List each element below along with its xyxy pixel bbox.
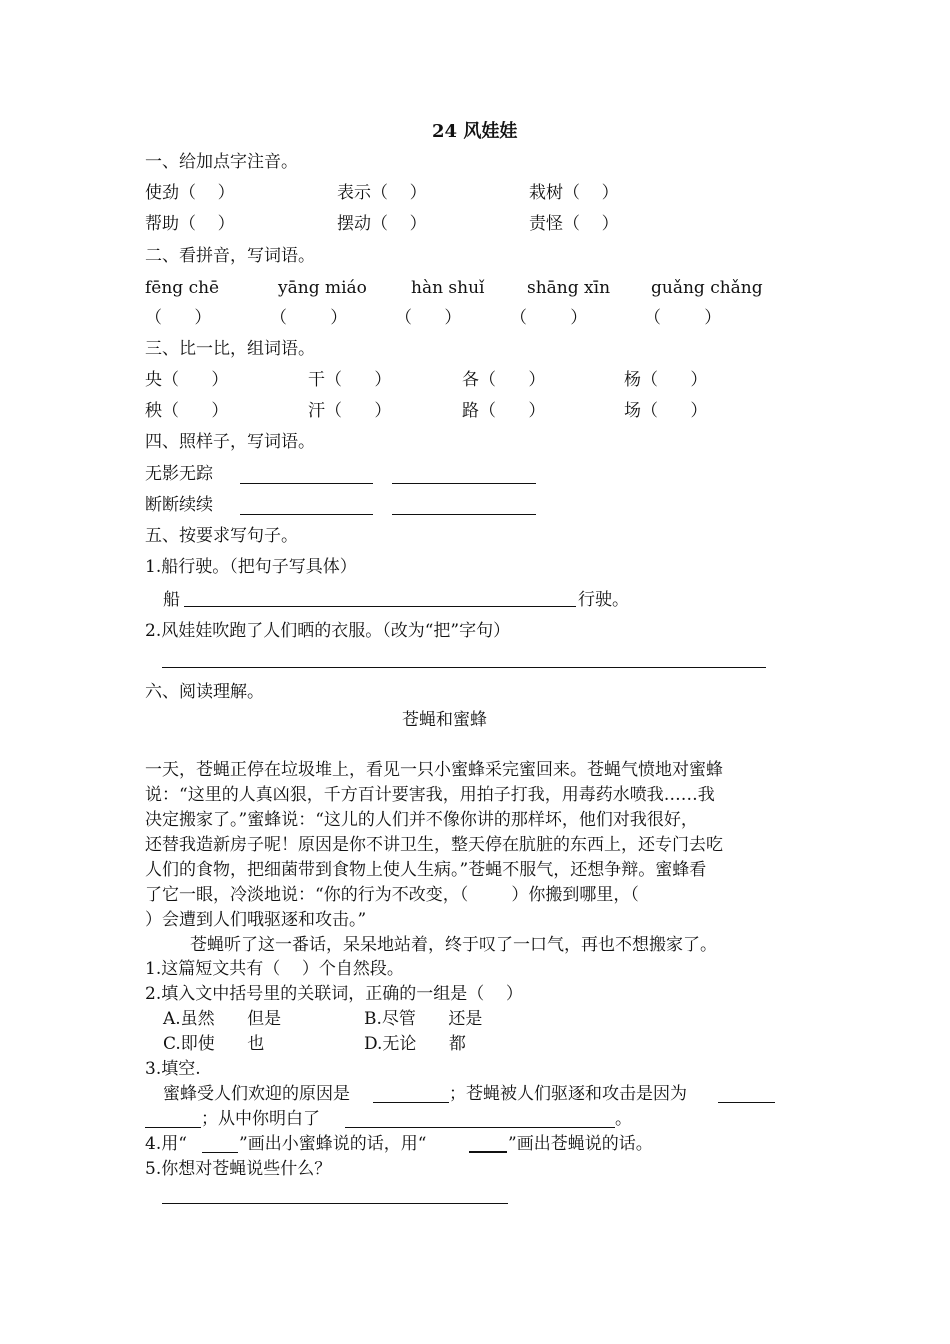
story-line: 说：“这里的人真凶狠，千方百计要害我，用拍子打我，用毒药水喷我……我 bbox=[145, 785, 715, 805]
q3-text-c: ；从中你明白了 bbox=[201, 1109, 320, 1129]
s5-question-1: 1.船行驶。（把句子写具体） bbox=[145, 557, 357, 577]
s1-item: 使劲（ ） bbox=[145, 183, 235, 203]
section-6-heading: 六、阅读理解。 bbox=[145, 682, 264, 702]
story-line: 一天，苍蝇正停在垃圾堆上，看见一只小蜜蜂采完蜜回来。苍蝇气愤地对蜜蜂 bbox=[145, 760, 723, 780]
pinyin: fēng chē bbox=[145, 278, 220, 298]
pinyin: hàn shuǐ bbox=[411, 278, 485, 298]
pinyin-blank: （ ） bbox=[270, 308, 348, 328]
s3-item: 秧（ ） bbox=[145, 401, 229, 421]
answer-line bbox=[240, 514, 373, 515]
s3-item: 杨（ ） bbox=[624, 370, 708, 390]
pinyin-blank: （ ） bbox=[395, 308, 462, 328]
answer-line bbox=[392, 514, 536, 515]
example-word: 断断续续 bbox=[145, 495, 213, 515]
story-paragraph-2: 苍蝇听了这一番话，呆呆地站着，终于叹了一口气，再也不想搬家了。 bbox=[190, 935, 717, 955]
s3-item: 各（ ） bbox=[462, 370, 546, 390]
s6-question-5: 5.你想对苍蝇说些什么？ bbox=[145, 1159, 332, 1179]
s5-q1-end: 行驶。 bbox=[578, 590, 629, 610]
s3-item: 央（ ） bbox=[145, 370, 229, 390]
s1-item: 帮助（ ） bbox=[145, 214, 235, 234]
s1-item: 摆动（ ） bbox=[337, 214, 427, 234]
option: A.虽然 但是 bbox=[163, 1009, 282, 1029]
s6-question-1: 1.这篇短文共有（ ）个自然段。 bbox=[145, 959, 404, 979]
answer-line bbox=[392, 483, 536, 484]
story-line: 了它一眼，冷淡地说：“你的行为不改变，（ ）你搬到哪里，（ bbox=[145, 885, 639, 905]
s3-item: 路（ ） bbox=[462, 401, 546, 421]
q4-text-a: 4.用“ bbox=[145, 1134, 187, 1154]
example-word: 无影无踪 bbox=[145, 464, 213, 484]
page-title: 24 风娃娃 bbox=[432, 121, 518, 142]
s1-item: 表示（ ） bbox=[337, 183, 427, 203]
section-2-heading: 二、看拼音，写词语。 bbox=[145, 246, 315, 266]
story-line: ）会遭到人们哦驱逐和攻击。” bbox=[145, 910, 367, 930]
answer-line bbox=[718, 1102, 775, 1103]
s3-item: 汗（ ） bbox=[308, 401, 392, 421]
section-3-heading: 三、比一比，组词语。 bbox=[145, 339, 315, 359]
pinyin: shāng xīn bbox=[527, 278, 611, 298]
pinyin-blank: （ ） bbox=[145, 308, 212, 328]
answer-line bbox=[345, 1127, 615, 1128]
q3-text-d: 。 bbox=[615, 1109, 632, 1129]
answer-line bbox=[162, 667, 766, 668]
section-4-heading: 四、照样子，写词语。 bbox=[145, 432, 315, 452]
section-5-heading: 五、按要求写句子。 bbox=[145, 526, 298, 546]
answer-line bbox=[184, 606, 576, 607]
s1-item: 栽树（ ） bbox=[529, 183, 619, 203]
s5-q1-start: 船 bbox=[163, 590, 180, 610]
answer-line bbox=[240, 483, 373, 484]
pinyin-blank: （ ） bbox=[510, 308, 588, 328]
pinyin: guǎng chǎng bbox=[651, 278, 763, 298]
s1-item: 责怪（ ） bbox=[529, 214, 619, 234]
q3-text-a: 蜜蜂受人们欢迎的原因是 bbox=[163, 1084, 350, 1104]
q3-text-b: ；苍蝇被人们驱逐和攻击是因为 bbox=[449, 1084, 687, 1104]
answer-line bbox=[162, 1203, 508, 1204]
section-1-heading: 一、给加点字注音。 bbox=[145, 152, 298, 172]
story-line: 人们的食物，把细菌带到食物上使人生病。”苍蝇不服气，还想争辩。蜜蜂看 bbox=[145, 860, 707, 880]
option: D.无论 都 bbox=[364, 1034, 466, 1054]
answer-line bbox=[145, 1127, 201, 1128]
answer-line bbox=[373, 1102, 449, 1103]
option: B.尽管 还是 bbox=[364, 1009, 483, 1029]
q4-text-b: ”画出小蜜蜂说的话，用“ bbox=[239, 1134, 427, 1154]
q4-text-c: ”画出苍蝇说的话。 bbox=[508, 1134, 653, 1154]
pinyin-blank: （ ） bbox=[644, 308, 722, 328]
s3-item: 干（ ） bbox=[308, 370, 392, 390]
story-title: 苍蝇和蜜蜂 bbox=[402, 710, 487, 730]
s6-question-2: 2.填入文中括号里的关联词，正确的一组是（ ） bbox=[145, 984, 523, 1004]
s3-item: 场（ ） bbox=[624, 401, 708, 421]
s5-question-2: 2.风娃娃吹跑了人们晒的衣服。（改为“把”字句） bbox=[145, 621, 511, 641]
bold-line-sample bbox=[469, 1151, 507, 1153]
s6-question-3: 3.填空. bbox=[145, 1059, 201, 1079]
option: C.即使 也 bbox=[163, 1034, 265, 1054]
straight-line-sample bbox=[202, 1152, 238, 1153]
pinyin: yāng miáo bbox=[278, 278, 367, 298]
story-line: 还替我造新房子呢！原因是你不讲卫生，整天停在肮脏的东西上，还专门去吃 bbox=[145, 835, 723, 855]
story-line: 决定搬家了。”蜜蜂说：“这儿的人们并不像你讲的那样坏，他们对我很好， bbox=[145, 810, 698, 830]
